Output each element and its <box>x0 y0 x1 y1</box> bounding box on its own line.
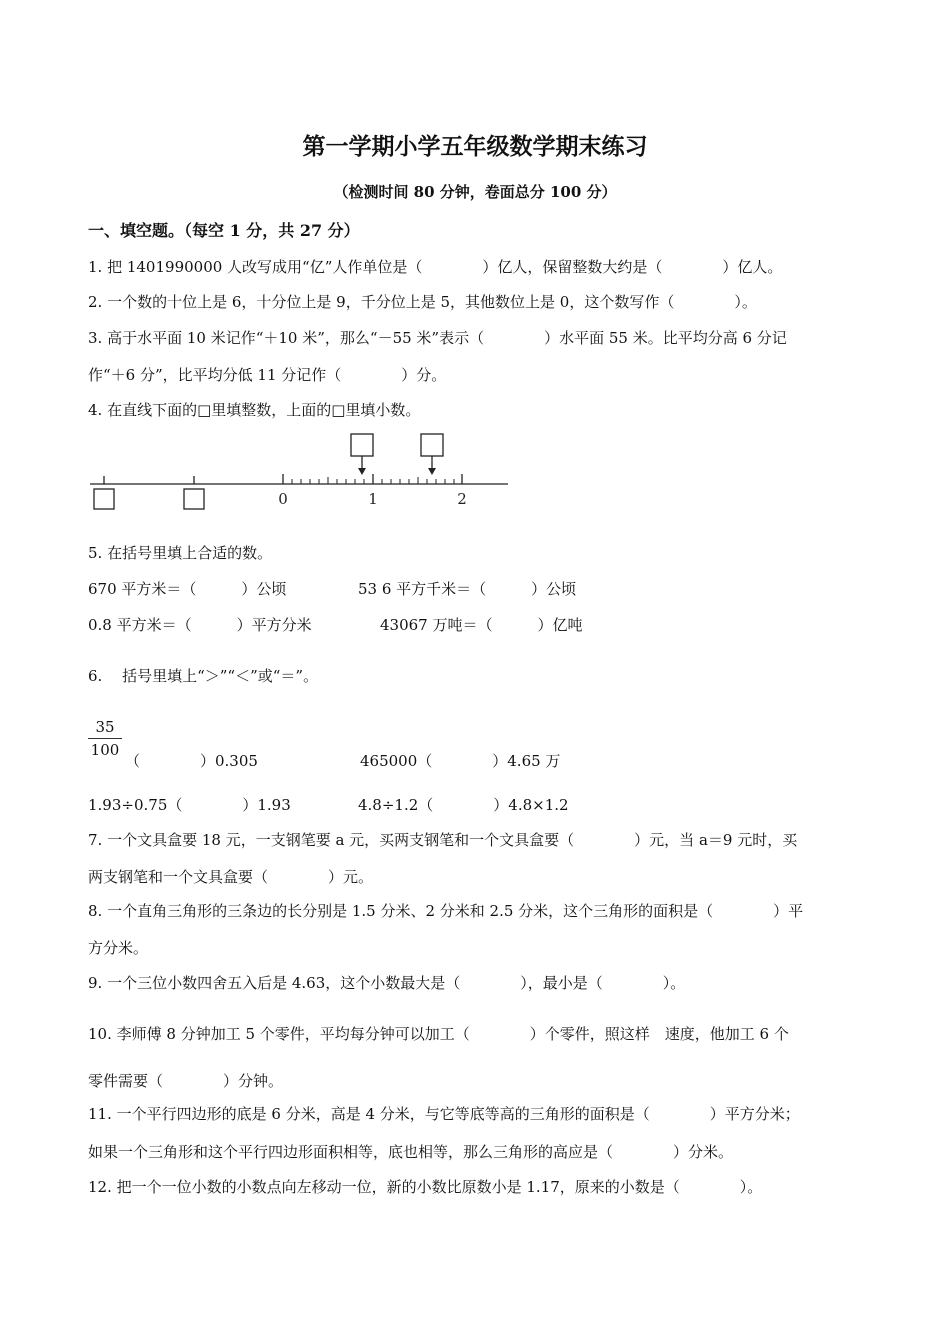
answer-box-above-2 <box>421 434 443 456</box>
q5-item-3: 0.8 平方米＝（ ）平方分米 <box>88 616 312 634</box>
fraction-numerator: 35 <box>88 718 122 739</box>
page-title: 第一学期小学五年级数学期末练习 <box>302 133 648 160</box>
question-3-line-1: 3. 高于水平面 10 米记作“＋10 米”，那么“－55 米”表示（ ）水平面 55 米。比平均分高 6 分记 <box>88 329 787 347</box>
arrowhead-icon <box>358 468 366 475</box>
question-10-line-2: 零件需要（ ）分钟。 <box>88 1072 284 1090</box>
q6-compare-1: （ ）0.305 <box>125 752 258 770</box>
number-line-label-1: 1 <box>368 490 378 508</box>
question-5: 5. 在括号里填上合适的数。 <box>88 544 273 562</box>
question-1: 1. 把 1401990000 人改写成用“亿”人作单位是（ ）亿人，保留整数大约是（ ）亿人。 <box>88 258 783 276</box>
answer-box-below-2 <box>184 489 204 509</box>
question-6: 6. 括号里填上“＞”“＜”或“＝”。 <box>88 667 319 685</box>
q6-compare-4: 4.8÷1.2（ ）4.8×1.2 <box>358 796 569 814</box>
fraction-denominator: 100 <box>90 741 120 759</box>
question-3-line-2: 作“＋6 分”，比平均分低 11 分记作（ ）分。 <box>88 366 447 384</box>
section-heading-fill-in: 一、填空题。（每空 1 分，共 27 分） <box>88 221 360 240</box>
number-line-label-2: 2 <box>457 490 467 508</box>
number-line-figure <box>86 428 516 514</box>
question-10-line-1: 10. 李师傅 8 分钟加工 5 个零件，平均每分钟可以加工（ ）个零件，照这样 速度，他加工 6 个 <box>88 1025 789 1043</box>
arrowhead-icon <box>428 468 436 475</box>
q6-compare-3: 1.93÷0.75（ ）1.93 <box>88 796 291 814</box>
question-12: 12. 把一个一位小数的小数点向左移动一位，新的小数比原数小是 1.17，原来的小数是（ ）。 <box>88 1178 763 1196</box>
number-line-label-0: 0 <box>278 490 288 508</box>
question-7-line-2: 两支钢笔和一个文具盒要（ ）元。 <box>88 868 374 886</box>
question-2: 2. 一个数的十位上是 6，十分位上是 9，千分位上是 5，其他数位上是 0，这个数写作（ ）。 <box>88 293 757 311</box>
fraction-35-100 <box>88 718 122 759</box>
q5-item-2: 53 6 平方千米＝（ ）公顷 <box>358 580 577 598</box>
question-11-line-2: 如果一个三角形和这个平行四边形面积相等，底也相等，那么三角形的高应是（ ）分米。 <box>88 1143 734 1161</box>
q6-compare-2: 465000（ ）4.65 万 <box>360 752 561 770</box>
question-11-line-1: 11. 一个平行四边形的底是 6 分米，高是 4 分米，与它等底等高的三角形的面积是（ ）平方分米； <box>88 1105 800 1123</box>
question-8-line-2: 方分米。 <box>88 939 149 957</box>
exam-info: （检测时间 80 分钟，卷面总分 100 分） <box>333 183 617 201</box>
answer-box-above-1 <box>351 434 373 456</box>
q5-item-1: 670 平方米＝（ ）公顷 <box>88 580 287 598</box>
question-4: 4. 在直线下面的□里填整数，上面的□里填小数。 <box>88 401 421 419</box>
question-8-line-1: 8. 一个直角三角形的三条边的长分别是 1.5 分米、2 分米和 2.5 分米，这个三角形的面积是（ ）平 <box>88 902 804 920</box>
question-7-line-1: 7. 一个文具盒要 18 元，一支钢笔要 a 元，买两支钢笔和一个文具盒要（ ）元，当 a＝9 元时，买 <box>88 831 798 849</box>
answer-box-below-1 <box>94 489 114 509</box>
question-9: 9. 一个三位小数四舍五入后是 4.63，这个小数最大是（ ），最小是（ ）。 <box>88 974 686 992</box>
q5-item-4: 43067 万吨＝（ ）亿吨 <box>380 616 583 634</box>
